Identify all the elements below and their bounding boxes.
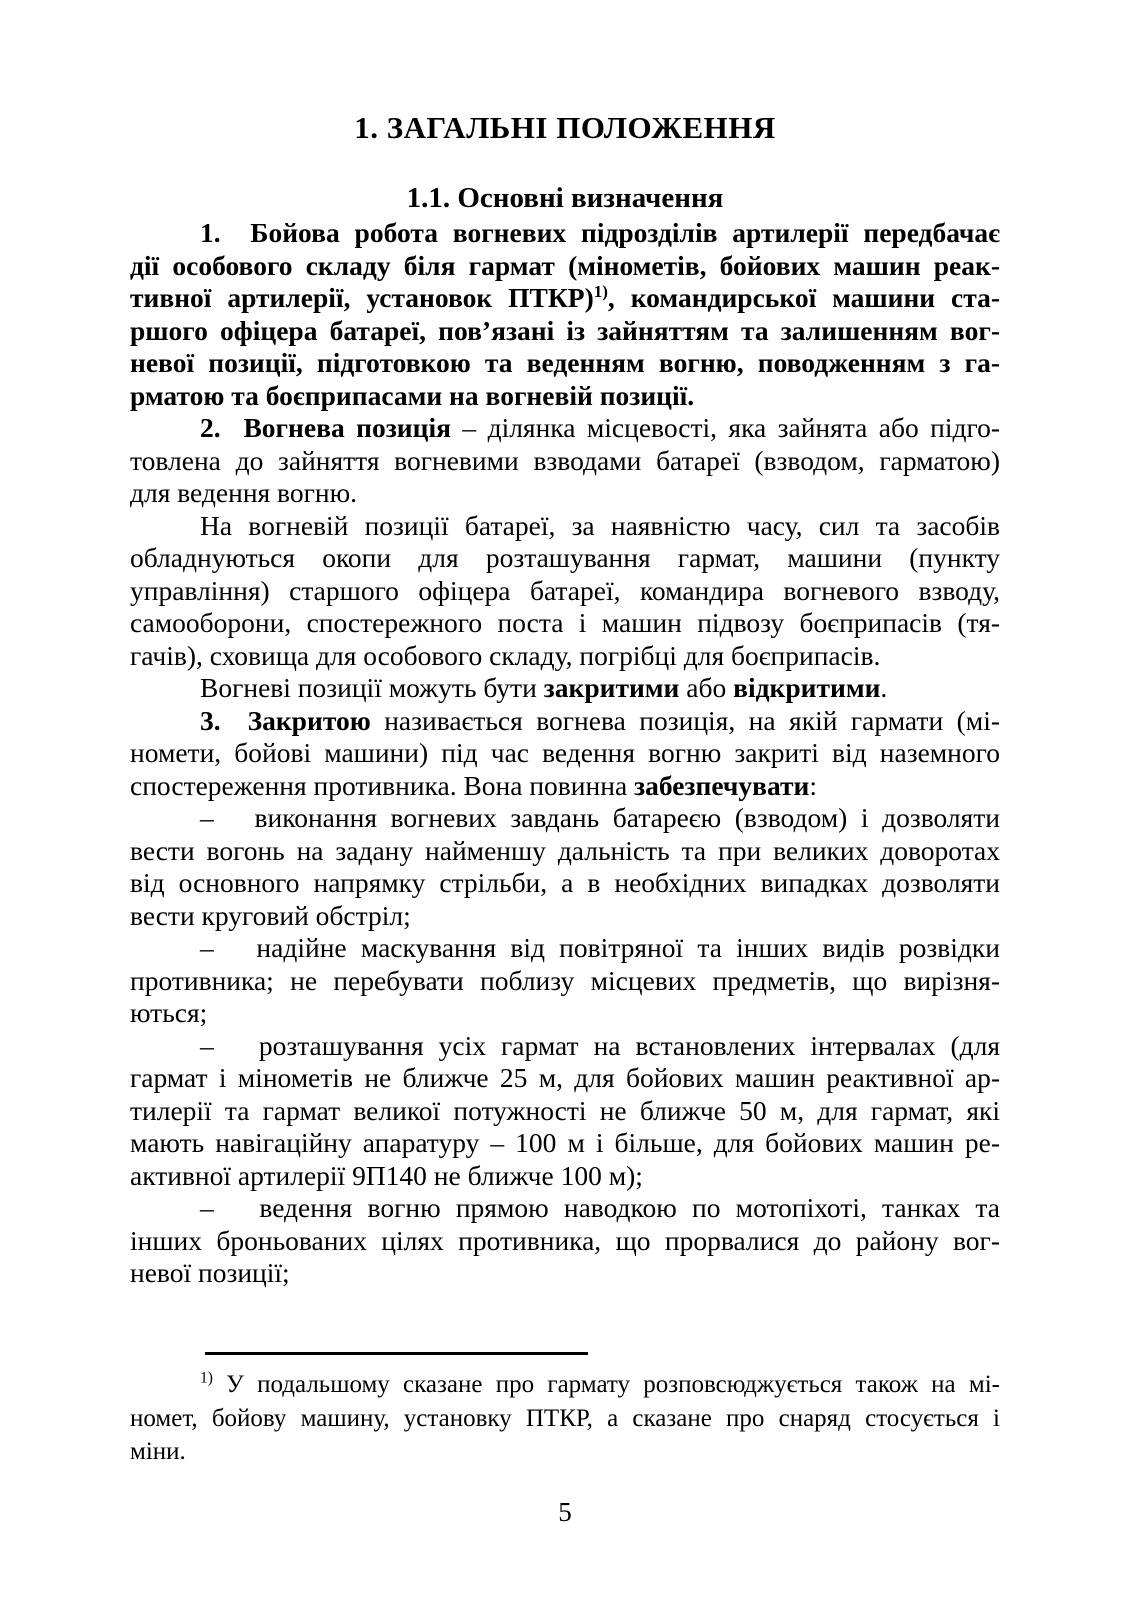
text-segment: :: [809, 769, 817, 801]
text-segment: , командирської машини ста-: [607, 282, 1000, 313]
text-segment: закритими: [543, 672, 680, 703]
text-line: [130, 802, 1000, 835]
text-line: [130, 1368, 1000, 1402]
text-line: [130, 1192, 1000, 1225]
text-segment: 3. Закритою: [200, 704, 371, 736]
text-line: [130, 315, 1000, 348]
text-segment: обладнуються окопи для розташування гармат, машини (пункту: [130, 542, 1000, 573]
body-text: [130, 217, 1000, 1290]
text-line: [130, 1225, 1000, 1258]
section-title: 1. ЗАГАЛЬНІ ПОЛОЖЕННЯ: [354, 110, 776, 145]
text-line: [130, 217, 1000, 250]
text-line: [130, 1435, 1000, 1469]
footnote: [130, 1368, 1000, 1469]
text-line: [130, 640, 1000, 673]
text-line: [130, 542, 1000, 575]
text-segment: противника; не перебувати поблизу місцевих предметів, що вирізня-: [130, 964, 1000, 996]
text-segment: У подальшому сказане про гармату розповсюджується також на мі-: [212, 1371, 1000, 1398]
text-segment: управління) старшого офіцера батареї, командира вогневого взводу,: [130, 574, 1000, 606]
text-line: [130, 867, 1000, 900]
text-segment: товлена до зайняття вогневими взводами батареї (взводом, гарматою): [130, 444, 1000, 476]
text-segment: вести круговий обстріл;: [130, 899, 411, 931]
text-line: [130, 705, 1000, 738]
text-line: [130, 1030, 1000, 1063]
text-segment: Вогневі позиції можуть бути: [200, 672, 544, 703]
text-segment: ршого офіцера батареї, пов’язані із зайняттям та залишенням вог-: [130, 314, 1000, 346]
text-line: [130, 1402, 1000, 1436]
text-segment: відкритими: [733, 672, 881, 703]
text-segment: 2. Вогнева позиція: [200, 412, 451, 443]
text-line: [130, 282, 1000, 315]
text-line: [130, 1062, 1000, 1095]
text-segment: називається вогнева позиція, на якій гармати (мі-: [370, 704, 1000, 736]
text-segment: – надійне маскування від повітряної та інших видів розвідки: [200, 932, 1000, 963]
text-segment: – розташування усіх гармат на встановлених інтервалах (для: [200, 1029, 1000, 1061]
text-line: [130, 575, 1000, 608]
text-segment: гачів), сховища для особового складу, погрібці для боєприпасів.: [130, 639, 881, 671]
subsection-title: 1.1. Основні визначення: [406, 182, 724, 214]
text-line: [130, 412, 1000, 445]
text-segment: – ділянка місцевості, яка зайнята або підго-: [450, 412, 1000, 443]
footnote-separator: [205, 1352, 588, 1355]
text-segment: невої позиції;: [130, 1257, 290, 1288]
text-line: [130, 900, 1000, 933]
text-line: [130, 997, 1000, 1030]
text-segment: ються;: [130, 997, 208, 1028]
text-segment: невої позиції, підготовкою та веденням вогню, поводженням з га-: [130, 347, 1000, 378]
text-segment: дії особового складу біля гармат (мінометів, бойових машин реак-: [130, 249, 1000, 281]
text-segment: – ведення вогню прямою наводкою по мотопіхоті, танках та: [200, 1192, 1000, 1223]
text-segment: активної артилерії 9П140 не ближче 100 м);: [130, 1159, 643, 1191]
text-segment: тилерії та гармат великої потужності не ближче 50 м, для гармат, які: [130, 1094, 1000, 1126]
text-line: [130, 445, 1000, 478]
text-line: [130, 932, 1000, 965]
text-line: [130, 477, 1000, 510]
superscript-footnote-mark: 1): [200, 1369, 213, 1387]
text-segment: забезпечувати: [634, 769, 810, 801]
text-line: [130, 250, 1000, 283]
text-line: [130, 737, 1000, 770]
text-segment: гармат і мінометів не ближче 25 м, для бойових машин реактивної ар-: [130, 1062, 1000, 1093]
text-segment: інших броньованих цілях противника, що прорвалися до району вог-: [130, 1224, 1000, 1256]
text-line: [130, 1257, 1000, 1290]
text-segment: мають навігаційну апаратуру – 100 м і більше, для бойових машин ре-: [130, 1127, 1000, 1158]
text-line: [130, 1160, 1000, 1193]
text-segment: 1. Бойова робота вогневих підрозділів артилерії передбачає: [200, 217, 1000, 248]
text-line: [130, 770, 1000, 803]
text-segment: .: [880, 672, 888, 703]
page-number: 5: [558, 1497, 572, 1527]
text-segment: вести вогонь на задану найменшу дальність та при великих доворотах: [130, 834, 1000, 866]
text-segment: міни.: [130, 1438, 186, 1465]
text-line: [130, 607, 1000, 640]
text-line: [130, 835, 1000, 868]
text-line: [130, 347, 1000, 380]
text-segment: тивної артилерії, установок ПТКР): [130, 282, 594, 313]
text-segment: для ведення вогню.: [130, 477, 358, 508]
text-line: [130, 1095, 1000, 1128]
text-line: [130, 672, 1000, 705]
text-segment: самооборони, спостережного поста і машин підвозу боєприпасів (тя-: [130, 607, 1000, 638]
text-segment: або: [679, 672, 734, 703]
text-line: [130, 1127, 1000, 1160]
text-segment: номет, бойову машину, установку ПТКР, а сказане про снаряд стосується і: [130, 1404, 1000, 1432]
text-segment: – виконання вогневих завдань батареєю (взводом) і дозволяти: [200, 802, 1000, 833]
text-segment: спостереження противника. Вона повинна: [130, 769, 635, 801]
text-segment: номети, бойові машини) під час ведення вогню закриті від наземного: [130, 737, 1000, 768]
text-line: [130, 965, 1000, 998]
text-segment: рматою та боєприпасами на вогневій позиції.: [130, 379, 695, 411]
text-line: [130, 510, 1000, 543]
text-segment: На вогневій позиції батареї, за наявністю часу, сил та засобів: [200, 509, 1000, 541]
text-segment: від основного напрямку стрільби, а в необхідних випадках дозволяти: [130, 867, 1000, 898]
superscript-footnote-mark: 1): [593, 281, 608, 301]
text-line: [130, 380, 1000, 413]
